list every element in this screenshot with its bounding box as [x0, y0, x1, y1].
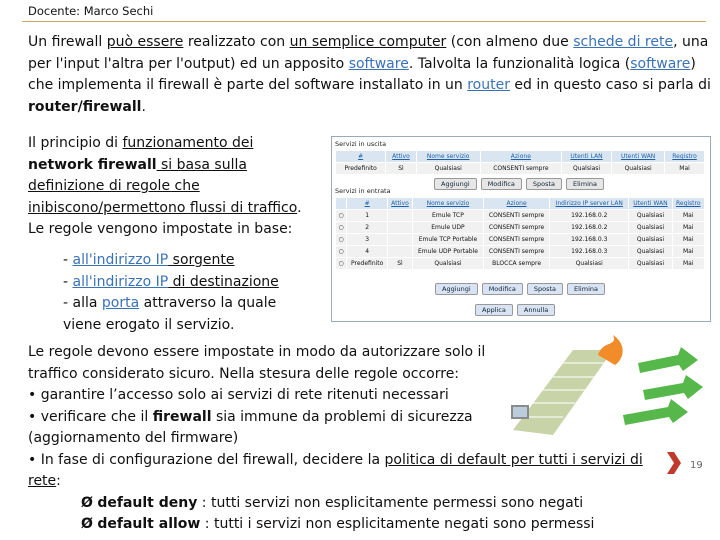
- underlined-text: definizione di regole: [28, 178, 171, 194]
- text: (aggiornamento del firmware): [28, 430, 239, 446]
- bold-text: default allow: [97, 516, 201, 532]
- column-header[interactable]: Attivo: [388, 198, 413, 210]
- underlined-text: un semplice computer: [289, 34, 447, 50]
- table-cell: CONSENTI sempre: [480, 163, 561, 175]
- table-cell: 1: [347, 210, 388, 222]
- text: • garantire l’accesso solo ai servizi di rete ritenuti necessari: [28, 387, 449, 403]
- text: Il principio di: [28, 135, 123, 151]
- text: traffico considerato sicuro. Nella stesura delle regole occorre:: [28, 365, 460, 382]
- column-header[interactable]: Utenti LAN: [561, 151, 611, 163]
- text: firewall: [51, 34, 107, 50]
- table-cell: Qualsiasi: [629, 258, 672, 270]
- link-indirizzo-ip[interactable]: all'indirizzo IP: [72, 273, 169, 290]
- text: Un: [28, 34, 52, 50]
- underlined-text: inibiscono/permettono flussi di traffico: [28, 199, 298, 216]
- row-radio[interactable]: ○: [336, 246, 347, 258]
- underlined-text: si basa sulla: [156, 156, 247, 173]
- table-cell: Emule UDP Portable: [412, 246, 483, 258]
- table-cell: Predefinito: [347, 258, 388, 270]
- table-cell: Mai: [665, 163, 705, 175]
- text: .: [141, 98, 146, 115]
- table-cell: CONSENTI sempre: [484, 246, 550, 258]
- fw-aggiungi-button[interactable]: Aggiungi: [435, 283, 478, 295]
- table-cell: Qualsiasi: [629, 210, 672, 222]
- table-cell: 192.168.0.2: [550, 222, 629, 234]
- apply-buttons: [475, 304, 555, 316]
- fw-elimina-button[interactable]: Elimina: [567, 283, 605, 295]
- column-header[interactable]: #: [347, 198, 388, 210]
- table-cell: 192.168.0.2: [550, 210, 629, 222]
- table-cell: [388, 210, 413, 222]
- table-row[interactable]: [336, 234, 705, 246]
- column-header[interactable]: Azione: [484, 198, 550, 210]
- principle-paragraph: [28, 133, 328, 241]
- fw-annulla-button[interactable]: Annulla: [517, 304, 555, 316]
- table-cell: 192.168.0.3: [550, 246, 629, 258]
- row-radio[interactable]: ○: [336, 234, 347, 246]
- text: ed in questo caso si parla di: [509, 77, 711, 93]
- text: .: [297, 199, 302, 216]
- table-cell: [388, 222, 413, 234]
- text: : tutti servizi non esplicitamente permessi sono negati: [197, 494, 584, 511]
- link-software[interactable]: software: [348, 55, 409, 72]
- fw-aggiungi-button[interactable]: Aggiungi: [434, 178, 477, 190]
- arrow-bullet-icon: Ø: [81, 516, 93, 532]
- outbound-table: [335, 150, 705, 175]
- list-item: - alla porta attraverso la quale: [63, 295, 277, 311]
- column-header[interactable]: [336, 198, 347, 210]
- fw-elimina-button[interactable]: Elimina: [566, 178, 604, 190]
- table-cell: 2: [347, 222, 388, 234]
- outbound-section-title: Servizi in uscita: [335, 140, 387, 148]
- text: Le regole vengono impostate in base:: [28, 221, 293, 237]
- arrow-bullet-icon: Ø: [81, 494, 93, 511]
- table-cell: [388, 234, 413, 246]
- table-row[interactable]: [336, 210, 705, 222]
- underlined-text: può essere: [106, 34, 184, 50]
- text: , una per l'input l'altra per l'output) ed un apposito: [28, 34, 709, 72]
- column-header[interactable]: Utenti WAN: [629, 198, 672, 210]
- text: :: [56, 473, 61, 489]
- inbound-table: [335, 197, 705, 270]
- header-divider: [22, 21, 706, 22]
- fw-modifica-button[interactable]: Modifica: [482, 283, 523, 295]
- fw-applica-button[interactable]: Applica: [475, 304, 513, 316]
- table-header-row: [336, 151, 705, 163]
- table-row[interactable]: [336, 222, 705, 234]
- text: (con almeno due: [446, 34, 574, 50]
- table-header-row: [336, 198, 705, 210]
- table-cell: Qualsiasi: [629, 222, 672, 234]
- text: : tutti i servizi non esplicitamente negati sono permessi: [200, 516, 595, 532]
- underlined-text: che: [170, 178, 200, 194]
- inbound-section-title: Servizi in entrata: [335, 187, 391, 195]
- firewall-rules-screenshot: [331, 136, 711, 322]
- table-cell: Mai: [672, 210, 704, 222]
- table-cell: Emule TCP: [412, 210, 483, 222]
- inbound-buttons: [435, 283, 605, 295]
- column-header[interactable]: #: [336, 151, 386, 163]
- table-cell: CONSENTI sempre: [484, 210, 550, 222]
- network-illustration: [503, 335, 715, 443]
- table-cell: Emule TCP Portable: [412, 234, 483, 246]
- column-header[interactable]: Registro: [672, 198, 704, 210]
- table-cell: [388, 246, 413, 258]
- link-indirizzo-ip[interactable]: all'indirizzo IP: [72, 252, 169, 268]
- intro-paragraph: [28, 32, 712, 118]
- fw-sposta-button[interactable]: Sposta: [526, 178, 562, 190]
- bold-text: default deny: [97, 494, 198, 511]
- page-number: 19: [690, 460, 703, 471]
- table-row[interactable]: [336, 258, 705, 270]
- table-cell: Mai: [672, 246, 704, 258]
- text: realizzato con: [183, 34, 290, 50]
- column-header[interactable]: Azione: [480, 151, 561, 163]
- table-cell: 192.168.0.3: [550, 234, 629, 246]
- computer-icon: [511, 405, 529, 419]
- row-radio[interactable]: ○: [336, 222, 347, 234]
- table-cell: Sì: [386, 163, 416, 175]
- bold-text: firewall: [152, 408, 212, 425]
- column-header[interactable]: Nome servizio: [412, 198, 483, 210]
- table-cell: Predefinito: [336, 163, 386, 175]
- text: Le regole devono essere impostate in modo da autorizzare solo il: [28, 344, 486, 360]
- table-cell: Sì: [388, 258, 413, 270]
- bold-text: network firewall: [28, 156, 157, 173]
- table-cell: Qualsiasi: [612, 163, 665, 175]
- table-cell: Qualsiasi: [416, 163, 480, 175]
- column-header[interactable]: Utenti WAN: [612, 151, 665, 163]
- table-cell: BLOCCA sempre: [484, 258, 550, 270]
- text: . Talvolta la funzionalità logica (: [408, 55, 631, 72]
- table-cell: Emule UDP: [412, 222, 483, 234]
- link-schede-di-rete[interactable]: schede di rete: [573, 34, 674, 50]
- table-row[interactable]: [336, 163, 705, 175]
- table-cell: Mai: [672, 222, 704, 234]
- row-radio[interactable]: ○: [336, 258, 347, 270]
- text: • In fase di configurazione del firewall, decidere la: [28, 451, 385, 468]
- underlined-text: rete: [28, 473, 57, 489]
- table-cell: Mai: [672, 234, 704, 246]
- link-porta[interactable]: porta: [101, 295, 140, 311]
- underlined-text: funzionamento dei: [122, 135, 254, 151]
- table-cell: Qualsiasi: [629, 234, 672, 246]
- column-header[interactable]: Attivo: [386, 151, 416, 163]
- criteria-list: [28, 250, 328, 336]
- bold-text: router/firewall: [28, 98, 142, 115]
- chevron-right-icon: [667, 452, 681, 474]
- list-item: viene erogato il servizio.: [63, 316, 235, 333]
- table-cell: Qualsiasi: [629, 246, 672, 258]
- table-cell: Mai: [672, 258, 704, 270]
- table-row[interactable]: [336, 246, 705, 258]
- outbound-buttons: [434, 178, 604, 190]
- list-item: - all'indirizzo IP di destinazione: [63, 273, 279, 290]
- column-header[interactable]: Registro: [665, 151, 705, 163]
- list-item: - all'indirizzo IP sorgente: [63, 252, 235, 268]
- link-router[interactable]: router: [467, 77, 510, 93]
- text: sia immune da problemi di sicurezza: [211, 408, 473, 425]
- text: • verificare che il: [28, 408, 153, 425]
- table-cell: 3: [347, 234, 388, 246]
- fw-sposta-button[interactable]: Sposta: [527, 283, 563, 295]
- table-cell: 4: [347, 246, 388, 258]
- row-radio[interactable]: ○: [336, 210, 347, 222]
- fw-modifica-button[interactable]: Modifica: [481, 178, 522, 190]
- table-cell: Qualsiasi: [550, 258, 629, 270]
- table-cell: Qualsiasi: [561, 163, 611, 175]
- underlined-text: politica di default per tutti i servizi di: [384, 451, 643, 468]
- column-header[interactable]: Nome servizio: [416, 151, 480, 163]
- table-cell: CONSENTI sempre: [484, 222, 550, 234]
- table-cell: CONSENTI sempre: [484, 234, 550, 246]
- column-header[interactable]: Indirizzo IP server LAN: [550, 198, 629, 210]
- teacher-header: Docente: Marco Sechi: [28, 4, 154, 18]
- link-software-2[interactable]: software: [630, 55, 691, 72]
- table-cell: Qualsiasi: [412, 258, 483, 270]
- text: ) che implementa il firewall è parte del software installato in un: [28, 55, 696, 93]
